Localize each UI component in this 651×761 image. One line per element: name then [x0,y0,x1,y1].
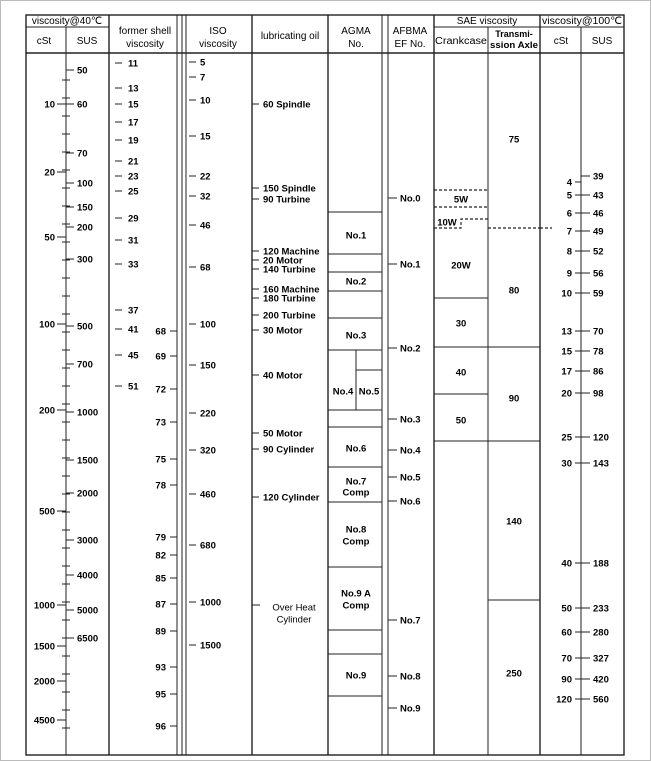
sus100-tick-label: 280 [593,627,609,639]
agma-label: No.6 [345,443,367,455]
cst100-tick-label: 15 [561,346,572,358]
agma-label: No.2 [345,276,367,288]
former-shell-right-label: 68 [155,326,166,338]
crankcase-label: 40 [455,367,467,379]
lubricating-oil-label: 40 Motor [263,370,303,382]
lubricating-oil-label: 90 Turbine [263,194,311,206]
sus40-tick-label: 5000 [77,605,99,617]
iso-tick-label: 10 [200,95,211,107]
former-shell-right-label: 96 [155,721,166,733]
former-shell-left-label: 51 [128,381,139,393]
header-lubricating-oil: lubricating oil [260,31,320,42]
header-afbma-2: EF No. [394,39,426,50]
afbma-label: No.7 [400,615,421,627]
crankcase-label: 50 [455,415,467,427]
cst40-tick-label: 100 [39,319,55,331]
lubricating-oil-label: 160 Machine [263,284,320,296]
sus40-tick-label: 3000 [77,535,99,547]
agma-label: No.3 [345,330,367,342]
cst100-tick-label: 6 [566,208,572,220]
former-shell-left-label: 31 [128,235,139,247]
crankcase-label: 5W [453,194,469,206]
sus40-tick-label: 2000 [77,488,99,500]
header-agma-2: No. [348,39,364,50]
crankcase-label: 30 [455,318,467,330]
former-shell-right-label: 95 [155,689,166,701]
header-sus-100: SUS [591,36,613,47]
afbma-label: No.0 [400,193,421,205]
afbma-label: No.1 [400,259,421,271]
cst40-tick-label: 200 [39,405,55,417]
agma-label: No.9 A [341,588,371,600]
cst100-tick-label: 13 [561,326,572,338]
sus40-tick-label: 70 [77,148,88,160]
sus100-tick-label: 327 [593,653,609,665]
former-shell-right-label: 93 [155,662,166,674]
former-shell-left-label: 33 [128,259,139,271]
former-shell-left-label: 21 [128,156,139,168]
sus100-tick-label: 120 [593,432,609,444]
sus100-tick-label: 46 [593,208,604,220]
transmission-label: 250 [506,668,522,680]
former-shell-left-label: 45 [128,350,139,362]
header-iso-1: ISO [209,26,227,37]
cst40-tick-label: 50 [44,232,55,244]
lubricating-oil-label: 20 Motor [263,255,303,267]
cst100-tick-label: 40 [561,558,572,570]
sus100-tick-label: 420 [593,674,609,686]
transmission-label: 140 [506,516,522,528]
sus100-tick-label: 39 [593,171,604,183]
afbma-label: No.5 [400,472,421,484]
cst100-tick-label: 4 [566,177,572,189]
lubricating-oil-label: 180 Turbine [263,293,316,305]
sus40-tick-label: 150 [77,202,93,214]
cst100-tick-label: 20 [561,388,572,400]
sus40-tick-label: 50 [77,65,88,77]
header-iso-2: viscosity [199,39,237,50]
former-shell-left-label: 17 [128,117,139,129]
agma-label: Comp [342,536,370,548]
former-shell-left-label: 37 [128,305,139,317]
cst100-tick-label: 8 [566,246,572,258]
afbma-label: No.2 [400,343,421,355]
header-cst-40: cSt [36,36,52,47]
lubricating-oil-label: Over Heat [272,602,316,614]
cst100-tick-label: 25 [561,432,572,444]
sus100-tick-label: 43 [593,190,604,202]
lubricating-oil-label: 140 Turbine [263,264,316,276]
sus40-tick-label: 60 [77,99,88,111]
transmission-label: 80 [508,285,520,297]
header-transmission-2: ssion Axle [490,40,538,50]
header-former-shell-2: viscosity [126,39,164,50]
former-shell-left-label: 41 [128,324,139,336]
transmission-label: 90 [508,393,520,405]
sus100-tick-label: 143 [593,458,609,470]
afbma-label: No.4 [400,445,421,457]
sus40-tick-label: 200 [77,222,93,234]
iso-tick-label: 46 [200,220,211,232]
sus100-tick-label: 188 [593,558,609,570]
former-shell-right-label: 89 [155,626,166,638]
sus40-tick-label: 1500 [77,455,99,467]
cst100-tick-label: 10 [561,288,572,300]
iso-tick-label: 220 [200,408,216,420]
sus100-tick-label: 70 [593,326,604,338]
crankcase-label: 10W [437,217,457,229]
header-sus-40: SUS [76,36,98,47]
iso-tick-label: 1000 [200,597,222,609]
cst100-tick-label: 7 [566,226,572,238]
former-shell-right-label: 69 [155,351,166,363]
agma-label: Comp [342,600,370,612]
sus100-tick-label: 98 [593,388,604,400]
header-viscosity-40: viscosity@40℃ [31,16,103,27]
crankcase-label: 20W [451,260,471,272]
iso-tick-label: 320 [200,445,216,457]
agma-label: No.9 [345,670,367,682]
iso-tick-label: 15 [200,131,211,143]
lubricating-oil-label: 120 Cylinder [263,492,320,504]
header-afbma-1: AFBMA [392,26,428,37]
transmission-label: 75 [508,134,520,146]
lubricating-oil-label: 60 Spindle [263,99,311,111]
iso-tick-label: 680 [200,540,216,552]
cst40-tick-label: 1000 [33,600,55,612]
iso-tick-label: 32 [200,191,211,203]
afbma-label: No.8 [400,671,421,683]
cst100-tick-label: 70 [561,653,572,665]
iso-tick-label: 5 [200,57,206,69]
former-shell-left-label: 15 [128,99,139,111]
header-former-shell-1: former shell [118,26,172,37]
agma-label: No.8 [345,524,367,536]
iso-tick-label: 7 [200,72,206,84]
agma-label: No.4 [332,386,354,398]
cst100-tick-label: 17 [561,366,572,378]
iso-tick-label: 150 [200,360,216,372]
sus100-tick-label: 52 [593,246,604,258]
cst40-tick-label: 10 [44,99,55,111]
header-transmission-1: Transmi- [495,29,533,39]
sus40-tick-label: 700 [77,359,93,371]
afbma-label: No.3 [400,414,421,426]
header-agma-1: AGMA [341,26,371,37]
iso-tick-label: 460 [200,489,216,501]
sus100-tick-label: 49 [593,226,604,238]
former-shell-right-label: 79 [155,532,166,544]
agma-label: No.7 [345,476,367,488]
sus100-tick-label: 78 [593,346,604,358]
header-cst-100: cSt [553,36,569,47]
lubricating-oil-label: 30 Motor [263,325,303,337]
sus40-tick-label: 1000 [77,407,99,419]
cst100-tick-label: 30 [561,458,572,470]
agma-label: Comp [342,487,370,499]
lubricating-oil-label: 120 Machine [263,246,320,258]
header-viscosity-100: viscosity@100℃ [542,16,622,27]
former-shell-left-label: 19 [128,135,139,147]
lubricating-oil-label: 200 Turbine [263,310,316,322]
header-crankcase: Crankcase [435,36,488,47]
cst40-tick-label: 20 [44,167,55,179]
lubricating-oil-label: 50 Motor [263,428,303,440]
cst100-tick-label: 90 [561,674,572,686]
cst40-tick-label: 1500 [33,641,55,653]
cst100-tick-label: 60 [561,627,572,639]
cst100-tick-label: 9 [566,268,572,280]
lubricating-oil-label: Cylinder [276,614,312,626]
sus40-tick-label: 6500 [77,633,99,645]
cst40-tick-label: 500 [39,506,55,518]
former-shell-right-label: 82 [155,550,166,562]
former-shell-right-label: 73 [155,417,166,429]
former-shell-left-label: 25 [128,186,139,198]
former-shell-right-label: 75 [155,454,166,466]
former-shell-right-label: 78 [155,480,166,492]
former-shell-left-label: 13 [128,83,139,95]
sus100-tick-label: 86 [593,366,604,378]
former-shell-right-label: 72 [155,384,166,396]
iso-tick-label: 68 [200,262,211,274]
cst40-tick-label: 4500 [33,715,55,727]
lubricating-oil-label: 90 Cylinder [263,444,315,456]
sus100-tick-label: 56 [593,268,604,280]
header-sae-viscosity: SAE viscosity [456,16,518,27]
sus100-tick-label: 233 [593,603,609,615]
cst40-tick-label: 2000 [33,676,55,688]
cst100-tick-label: 50 [561,603,572,615]
sus40-tick-label: 100 [77,178,93,190]
former-shell-right-label: 87 [155,599,166,611]
former-shell-left-label: 11 [128,58,139,70]
agma-label: No.5 [358,386,380,398]
former-shell-left-label: 29 [128,213,139,225]
afbma-label: No.9 [400,703,421,715]
former-shell-right-label: 85 [155,573,166,585]
afbma-label: No.6 [400,496,421,508]
sus100-tick-label: 59 [593,288,604,300]
sus40-tick-label: 300 [77,254,93,266]
iso-tick-label: 100 [200,319,216,331]
agma-label: No.1 [345,230,367,242]
sus40-tick-label: 500 [77,321,93,333]
cst100-tick-label: 5 [566,190,572,202]
sus100-tick-label: 560 [593,694,609,706]
lubricating-oil-label: 150 Spindle [263,183,316,195]
iso-tick-label: 22 [200,171,211,183]
sus40-tick-label: 4000 [77,570,99,582]
former-shell-left-label: 23 [128,171,139,183]
cst100-tick-label: 120 [556,694,572,706]
iso-tick-label: 1500 [200,640,222,652]
